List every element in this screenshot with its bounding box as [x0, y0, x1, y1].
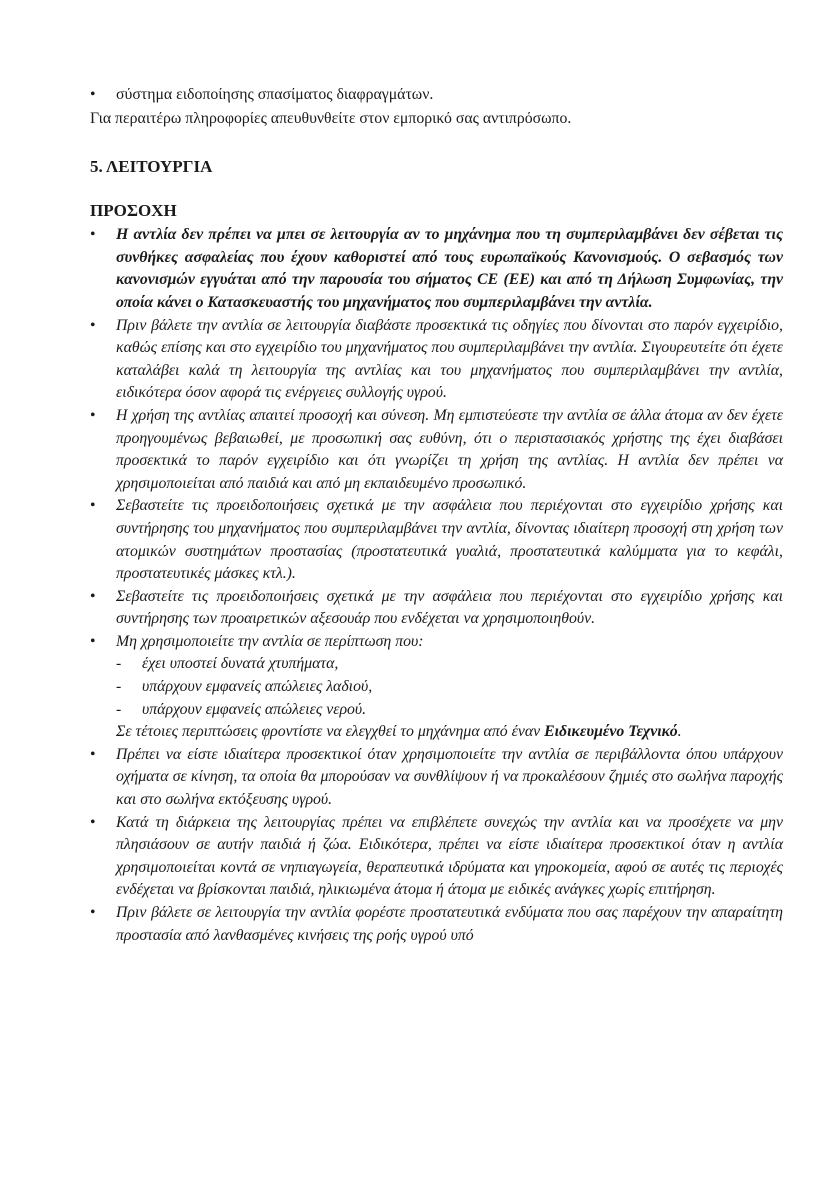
dash-item	[116, 699, 783, 722]
warning-bullet-conformity	[90, 224, 783, 314]
bullet-text: Σεβαστείτε τις προειδοποιήσεις σχετικά με την ασφάλεια που περιέχονται στο εγχειρίδιο χρήσης και συντήρησης των προαιρετικών αξεσουάρ που ενδέχεται να χρησιμοποιηθούν.	[116, 587, 783, 628]
dash-mark: -	[116, 700, 122, 718]
dash-mark: -	[116, 678, 122, 696]
dash-mark: -	[116, 655, 122, 673]
bullet-mark: •	[90, 406, 96, 424]
section-title: 5. ΛΕΙΤΟΥΡΓΙΑ	[90, 157, 213, 177]
bullet-mark: •	[90, 632, 96, 650]
damage-dash-list	[116, 653, 783, 721]
bullet-text: Κατά τη διάρκεια της λειτουργίας πρέπει να επιβλέπετε συνεχώς την αντλία και να προσέχετε να μην πλησιάσουν σε αυτήν παιδιά ή ζώα. Ειδικότερα, πρέπει να είστε ιδιαίτερα προσεκτικοί όταν η αντλία χρησιμοποιείται κοντά σε νηπιαγωγεία, θεραπευτικά ιδρύματα και γηροκομεία, αφού σε αυτές τις περιοχές ενδέχεται να βρίσκονται παιδιά, ηλικιωμένα άτομα ή άτομα με ειδικές ανάγκες χωρίς επιτήρηση.	[116, 813, 783, 899]
bullet-mark: •	[90, 745, 96, 763]
intro-bullet	[90, 84, 783, 107]
intro-paragraph: Για περαιτέρω πληροφορίες απευθυνθείτε στον εμπορικό σας αντιπρόσωπο.	[90, 109, 572, 127]
bullet-mark: •	[90, 86, 96, 103]
bullet-mark: •	[90, 904, 96, 921]
warning-bullet-protective-clothing	[90, 902, 783, 947]
dash-item	[116, 653, 783, 676]
warning-bullet-damage	[90, 631, 783, 654]
bullet-mark: •	[90, 813, 96, 831]
dash-item-text: έχει υποστεί δυνατά χτυπήματα,	[142, 655, 339, 673]
bullet-text: Σεβαστείτε τις προειδοποιήσεις σχετικά με την ασφάλεια που περιέχονται στο εγχειρίδιο χρήσης και συντήρησης του μηχανήματος που συμπεριλαμβάνει την αντλία, δίνοντας ιδιαίτερη προσοχή στη χρήση των ατομικών συστημάτων προστασίας (προστατευτικά γυαλιά, προστατευτικά καλύμματα για το κεφάλι, προστατευτικές μάσκες κτλ.).	[116, 497, 783, 583]
damage-follow-paragraph	[116, 721, 783, 744]
dash-item-text: υπάρχουν εμφανείς απώλειες νερού.	[142, 700, 367, 718]
warning-bullet-supervision	[90, 812, 783, 902]
warning-bullet-machine-safety	[90, 495, 783, 585]
bullet-mark: •	[90, 587, 96, 605]
dash-item-text: υπάρχουν εμφανείς απώλειες λαδιού,	[142, 678, 373, 696]
follow-text: Σε τέτοιες περιπτώσεις φροντίστε να ελεγχθεί το μηχάνημα από έναν	[116, 723, 541, 741]
bullet-text: Πριν βάλετε σε λειτουργία την αντλία φορέστε προστατευτικά ενδύματα που σας παρέχουν την απαραίτητη προστασία από λανθασμένες κινήσεις της ροής υγρού υπό	[116, 904, 783, 944]
follow-end: .	[677, 723, 682, 741]
bullet-text: Μη χρησιμοποιείτε την αντλία σε περίπτωση που:	[116, 632, 424, 650]
bullet-text: Η αντλία δεν πρέπει να μπει σε λειτουργία αν το μηχάνημα που τη συμπεριλαμβάνει δεν σέβεται τις συνθήκες ασφαλείας που έχουν καθοριστεί από τους ευρωπαϊκούς Κανονισμούς. Ο σεβασμός των κανονισμών εγγυάται από την παρουσία του σήματος CE (ΕΕ) και από τη Δήλωση Συμφωνίας, την οποία κάνει ο Κατασκευαστής του μηχανήματος που συμπεριλαμβάνει την αντλία.	[116, 226, 783, 311]
warning-bullet-accessories	[90, 586, 783, 631]
bullet-text: Η χρήση της αντλίας απαιτεί προσοχή και σύνεση. Μη εμπιστεύεστε την αντλία σε άλλα άτομα αν δεν έχετε προηγουμένως βεβαιωθεί, με προσωπική σας ευθύνη, ότι ο περιστασιακός χρήστης της έχει διαβάσει προσεκτικά το παρόν εγχειρίδιο και ότι γνωρίζει τη χρήση της αντλίας. Η αντλία δεν πρέπει να χρησιμοποιείται από παιδιά και από μη εκπαιδευμένο προσωπικό.	[116, 406, 783, 492]
warning-bullet-read-instructions	[90, 315, 783, 405]
dash-item	[116, 676, 783, 699]
page-content	[90, 84, 783, 947]
qualified-technician: Ειδικευμένο Τεχνικό	[544, 723, 678, 741]
bullet-mark: •	[90, 316, 96, 334]
warning-heading: ΠΡΟΣΟΧΗ	[90, 201, 177, 221]
bullet-mark: •	[90, 497, 96, 515]
bullet-mark: •	[90, 226, 96, 244]
bullet-text: Πριν βάλετε την αντλία σε λειτουργία διαβάστε προσεκτικά τις οδηγίες που δίνονται στο παρόν εγχειρίδιο, καθώς επίσης και στο εγχειρίδιο του μηχανήματος που συμπεριλαμβάνει την αντλία. Σιγουρευτείτε ότι έχετε καταλάβει καλά τη λειτουργία της αντλίας και του μηχανήματος που συμπεριλαμβάνει την αντλία, ειδικότερα όσον αφορά τις ενέργειες συλλογής υγρού.	[116, 316, 783, 402]
warning-bullet-vehicles	[90, 744, 783, 812]
intro-bullet-text: σύστημα ειδοποίησης σπασίματος διαφραγμάτων.	[116, 86, 434, 103]
warning-bullet-careful-use	[90, 405, 783, 495]
bullet-text: Πρέπει να είστε ιδιαίτερα προσεκτικοί όταν χρησιμοποιείτε την αντλία σε περιβάλλοντα όπου υπάρχουν οχήματα σε κίνηση, τα οποία θα μπορούσαν να συνθλίψουν ή να προκαλέσουν ζημιές στο σωλήνα παροχής και στο σωλήνα εκτόξευσης υγρού.	[116, 745, 783, 809]
